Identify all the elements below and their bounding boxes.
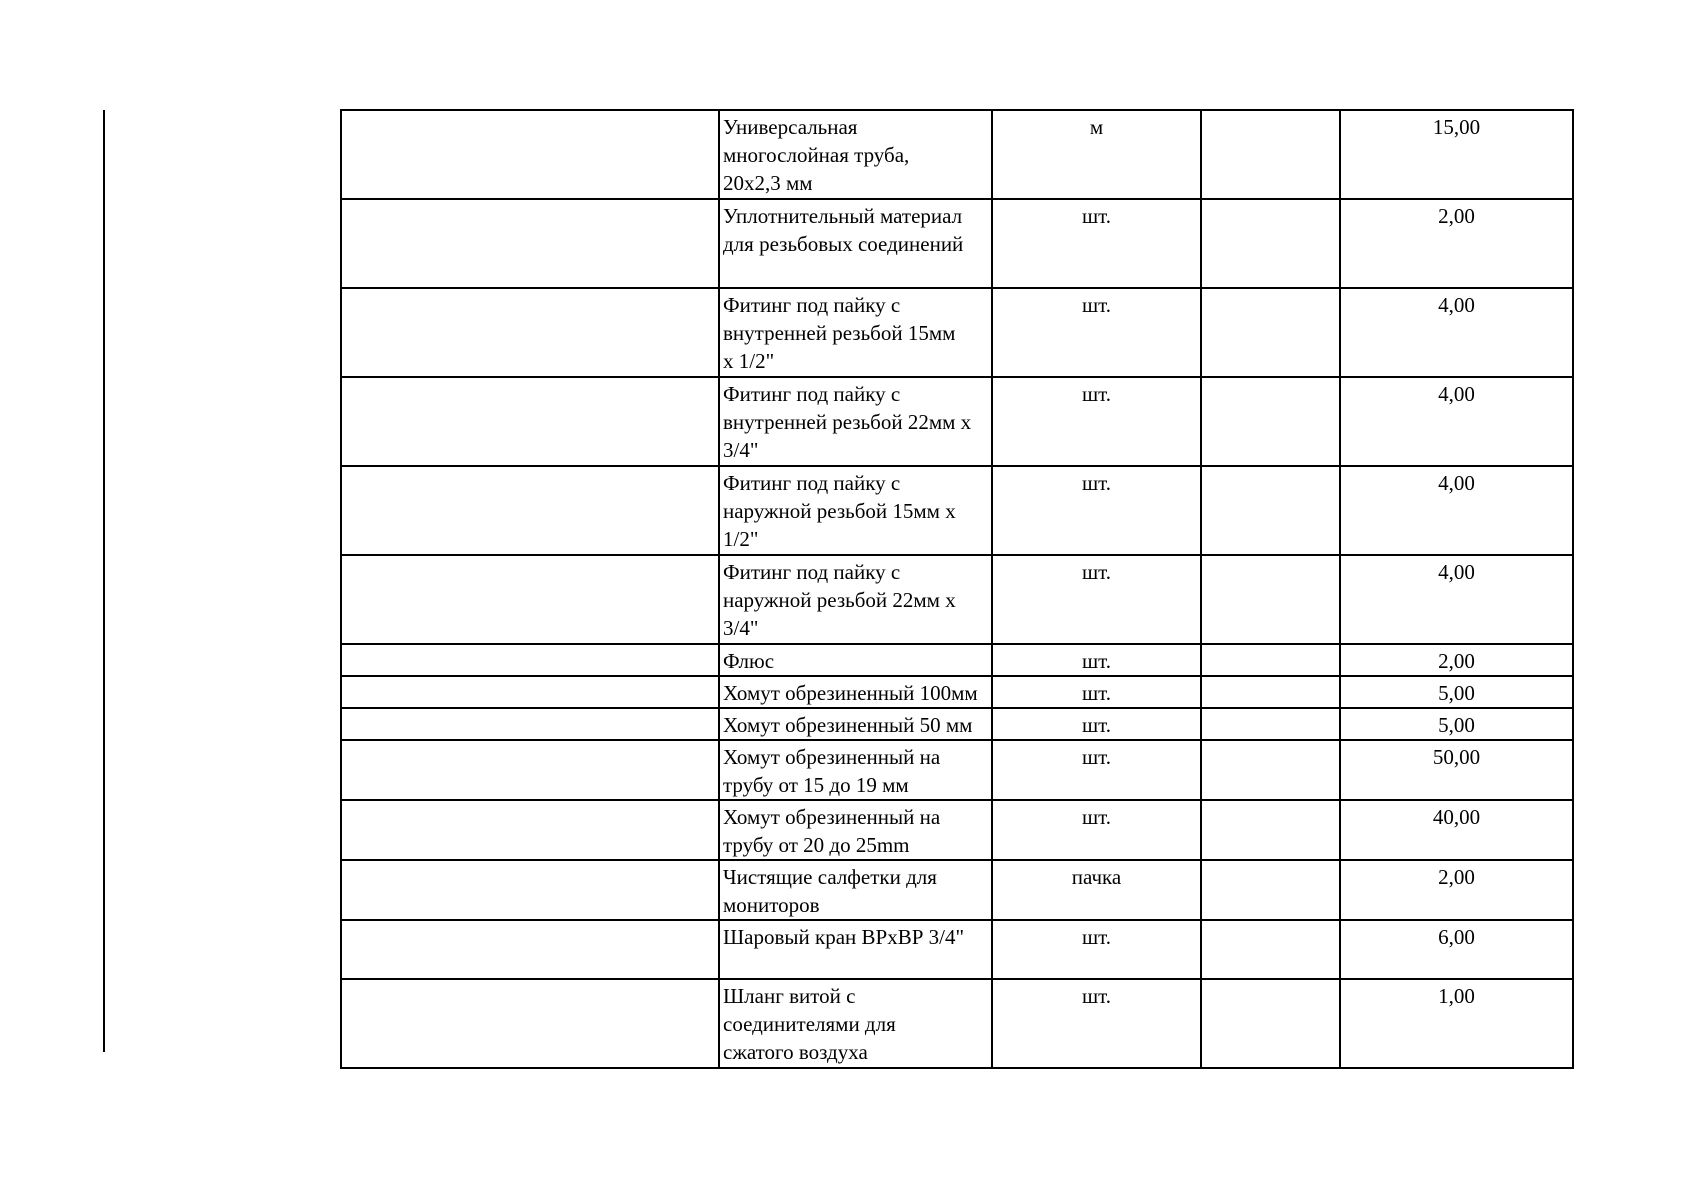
quantity-cell: 1,00 [1340, 979, 1573, 1068]
items-table-body [341, 110, 1573, 1068]
item-name-cell: Чистящие салфетки для мониторов [719, 860, 992, 920]
blank-cell [1201, 288, 1340, 377]
item-name-cell: Уплотнительный материал для резьбовых соединений [719, 199, 992, 288]
unit-cell: шт. [992, 800, 1201, 860]
blank-cell [1201, 110, 1340, 199]
table-row [341, 800, 1573, 860]
item-name-cell: Хомут обрезиненный 50 мм [719, 708, 992, 740]
blank-cell [1201, 199, 1340, 288]
empty-cell [341, 377, 719, 466]
unit-cell: шт. [992, 676, 1201, 708]
item-name-cell: Фитинг под пайку с наружной резьбой 15мм х 1/2" [719, 466, 992, 555]
blank-cell [1201, 555, 1340, 644]
quantity-cell: 5,00 [1340, 708, 1573, 740]
unit-cell: м [992, 110, 1201, 199]
item-name-cell: Хомут обрезиненный на трубу от 20 до 25mm [719, 800, 992, 860]
empty-cell [341, 920, 719, 979]
blank-cell [1201, 676, 1340, 708]
empty-cell [341, 555, 719, 644]
quantity-cell: 6,00 [1340, 920, 1573, 979]
unit-cell: шт. [992, 740, 1201, 800]
item-name-cell: Шланг витой с соединителями для сжатого воздуха [719, 979, 992, 1068]
table-row [341, 644, 1573, 676]
quantity-cell: 2,00 [1340, 199, 1573, 288]
unit-cell: шт. [992, 920, 1201, 979]
item-name-cell: Фитинг под пайку с наружной резьбой 22мм х 3/4" [719, 555, 992, 644]
blank-cell [1201, 466, 1340, 555]
unit-cell: шт. [992, 466, 1201, 555]
blank-cell [1201, 644, 1340, 676]
blank-cell [1201, 740, 1340, 800]
items-table [340, 109, 1574, 1069]
quantity-cell: 4,00 [1340, 466, 1573, 555]
empty-cell [341, 740, 719, 800]
empty-cell [341, 199, 719, 288]
table-row [341, 288, 1573, 377]
table-row [341, 860, 1573, 920]
empty-cell [341, 800, 719, 860]
quantity-cell: 5,00 [1340, 676, 1573, 708]
quantity-cell: 4,00 [1340, 288, 1573, 377]
quantity-cell: 4,00 [1340, 377, 1573, 466]
table-row [341, 708, 1573, 740]
empty-cell [341, 644, 719, 676]
item-name-cell: Хомут обрезиненный 100мм [719, 676, 992, 708]
table-row [341, 110, 1573, 199]
blank-cell [1201, 920, 1340, 979]
empty-cell [341, 288, 719, 377]
unit-cell: пачка [992, 860, 1201, 920]
table-row [341, 199, 1573, 288]
empty-cell [341, 676, 719, 708]
unit-cell: шт. [992, 555, 1201, 644]
unit-cell: шт. [992, 979, 1201, 1068]
table-row [341, 466, 1573, 555]
quantity-cell: 2,00 [1340, 644, 1573, 676]
table-row [341, 740, 1573, 800]
quantity-cell: 15,00 [1340, 110, 1573, 199]
table-row [341, 377, 1573, 466]
blank-cell [1201, 860, 1340, 920]
quantity-cell: 40,00 [1340, 800, 1573, 860]
item-name-cell: Хомут обрезиненный на трубу от 15 до 19 мм [719, 740, 992, 800]
unit-cell: шт. [992, 708, 1201, 740]
empty-cell [341, 708, 719, 740]
quantity-cell: 50,00 [1340, 740, 1573, 800]
item-name-cell: Шаровый кран ВРхВР 3/4" [719, 920, 992, 979]
blank-cell [1201, 377, 1340, 466]
quantity-cell: 2,00 [1340, 860, 1573, 920]
blank-cell [1201, 979, 1340, 1068]
unit-cell: шт. [992, 288, 1201, 377]
unit-cell: шт. [992, 377, 1201, 466]
item-name-cell: Фитинг под пайку с внутренней резьбой 22мм х 3/4" [719, 377, 992, 466]
empty-cell [341, 979, 719, 1068]
table-row [341, 676, 1573, 708]
left-margin-rule [103, 110, 105, 1052]
table-row [341, 555, 1573, 644]
blank-cell [1201, 800, 1340, 860]
item-name-cell: Фитинг под пайку с внутренней резьбой 15мм х 1/2" [719, 288, 992, 377]
empty-cell [341, 860, 719, 920]
item-name-cell: Универсальная многослойная труба, 20х2,3 мм [719, 110, 992, 199]
table-row [341, 979, 1573, 1068]
empty-cell [341, 110, 719, 199]
unit-cell: шт. [992, 199, 1201, 288]
item-name-cell: Флюс [719, 644, 992, 676]
unit-cell: шт. [992, 644, 1201, 676]
blank-cell [1201, 708, 1340, 740]
empty-cell [341, 466, 719, 555]
quantity-cell: 4,00 [1340, 555, 1573, 644]
table-row [341, 920, 1573, 979]
